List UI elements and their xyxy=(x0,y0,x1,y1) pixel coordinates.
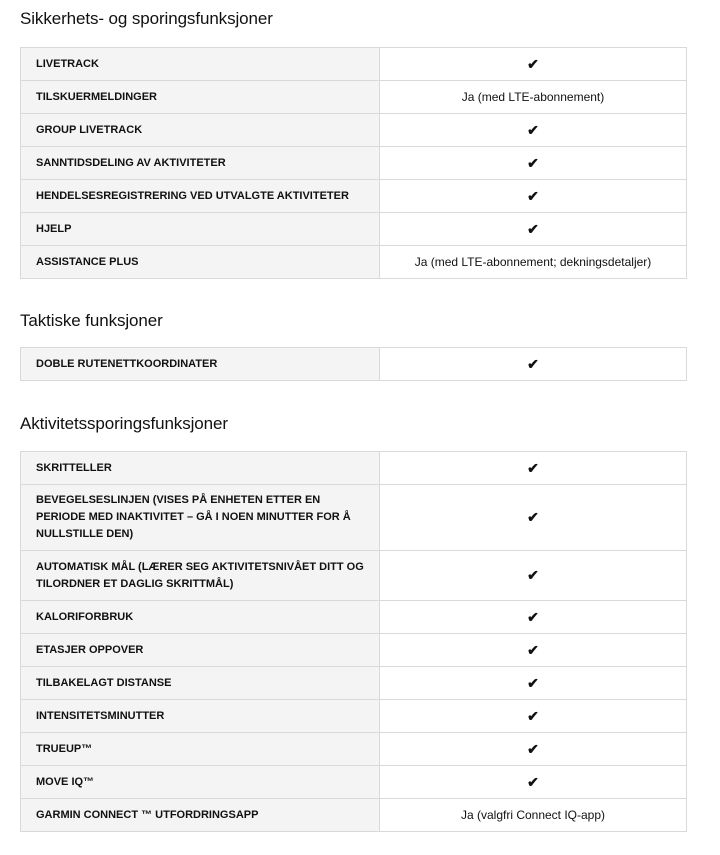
section-title-activity: Aktivitetssporingsfunksjoner xyxy=(20,414,228,433)
feature-label: KALORIFORBRUK xyxy=(21,601,380,634)
checkmark-icon xyxy=(527,775,539,789)
feature-label: BEVEGELSESLINJEN (VISES PÅ ENHETEN ETTER EN PERIODE MED INAKTIVITET – GÅ I NOEN MINUTTER FOR Å NULLSTILLE DEN) xyxy=(21,485,380,551)
table-row xyxy=(21,180,687,213)
checkmark-icon xyxy=(527,676,539,690)
feature-label: SKRITTELLER xyxy=(21,452,380,485)
table-row xyxy=(21,81,687,114)
feature-label: SANNTIDSDELING AV AKTIVITETER xyxy=(21,147,380,180)
checkmark-icon xyxy=(527,709,539,723)
feature-label: MOVE IQ™ xyxy=(21,766,380,799)
checkmark-icon xyxy=(527,610,539,624)
feature-label: LIVETRACK xyxy=(21,48,380,81)
feature-label: ETASJER OPPOVER xyxy=(21,634,380,667)
checkmark-icon xyxy=(527,156,539,170)
table-row xyxy=(21,667,687,700)
feature-label: ASSISTANCE PLUS xyxy=(21,246,380,279)
feature-label: INTENSITETSMINUTTER xyxy=(21,700,380,733)
feature-label: HENDELSESREGISTRERING VED UTVALGTE AKTIVITETER xyxy=(21,180,380,213)
checkmark-icon xyxy=(527,643,539,657)
table-row xyxy=(21,213,687,246)
table-row xyxy=(21,452,687,485)
feature-label: TILBAKELAGT DISTANSE xyxy=(21,667,380,700)
table-row xyxy=(21,766,687,799)
checkmark-icon xyxy=(527,189,539,203)
table-row xyxy=(21,246,687,279)
table-row xyxy=(21,700,687,733)
table-row xyxy=(21,485,687,551)
checkmark-icon xyxy=(527,222,539,236)
feature-label: GARMIN CONNECT ™ UTFORDRINGSAPP xyxy=(21,799,380,832)
feature-label: TILSKUERMELDINGER xyxy=(21,81,380,114)
checkmark-icon xyxy=(527,568,539,582)
table-row xyxy=(21,348,687,381)
feature-value: Ja (med LTE-abonnement) xyxy=(380,81,687,114)
section-title-safety: Sikkerhets- og sporingsfunksjoner xyxy=(20,9,273,28)
feature-label: TRUEUP™ xyxy=(21,733,380,766)
spec-table-tactical xyxy=(20,347,687,381)
table-row xyxy=(21,634,687,667)
section-title-tactical: Taktiske funksjoner xyxy=(20,311,163,330)
feature-value: Ja (med LTE-abonnement; dekningsdetaljer) xyxy=(380,246,687,279)
feature-label: GROUP LIVETRACK xyxy=(21,114,380,147)
spec-table-safety xyxy=(20,47,687,279)
table-row xyxy=(21,799,687,832)
checkmark-icon xyxy=(527,461,539,475)
spec-table-activity xyxy=(20,451,687,832)
checkmark-icon xyxy=(527,510,539,524)
checkmark-icon xyxy=(527,357,539,371)
table-row xyxy=(21,147,687,180)
checkmark-icon xyxy=(527,57,539,71)
checkmark-icon xyxy=(527,123,539,137)
table-row xyxy=(21,733,687,766)
checkmark-icon xyxy=(527,742,539,756)
feature-label: DOBLE RUTENETTKOORDINATER xyxy=(21,348,380,381)
table-row xyxy=(21,601,687,634)
table-row xyxy=(21,551,687,601)
table-row xyxy=(21,114,687,147)
feature-label: HJELP xyxy=(21,213,380,246)
table-row xyxy=(21,48,687,81)
feature-label: AUTOMATISK MÅL (LÆRER SEG AKTIVITETSNIVÅET DITT OG TILORDNER ET DAGLIG SKRITTMÅL) xyxy=(21,551,380,601)
feature-value: Ja (valgfri Connect IQ-app) xyxy=(380,799,687,832)
